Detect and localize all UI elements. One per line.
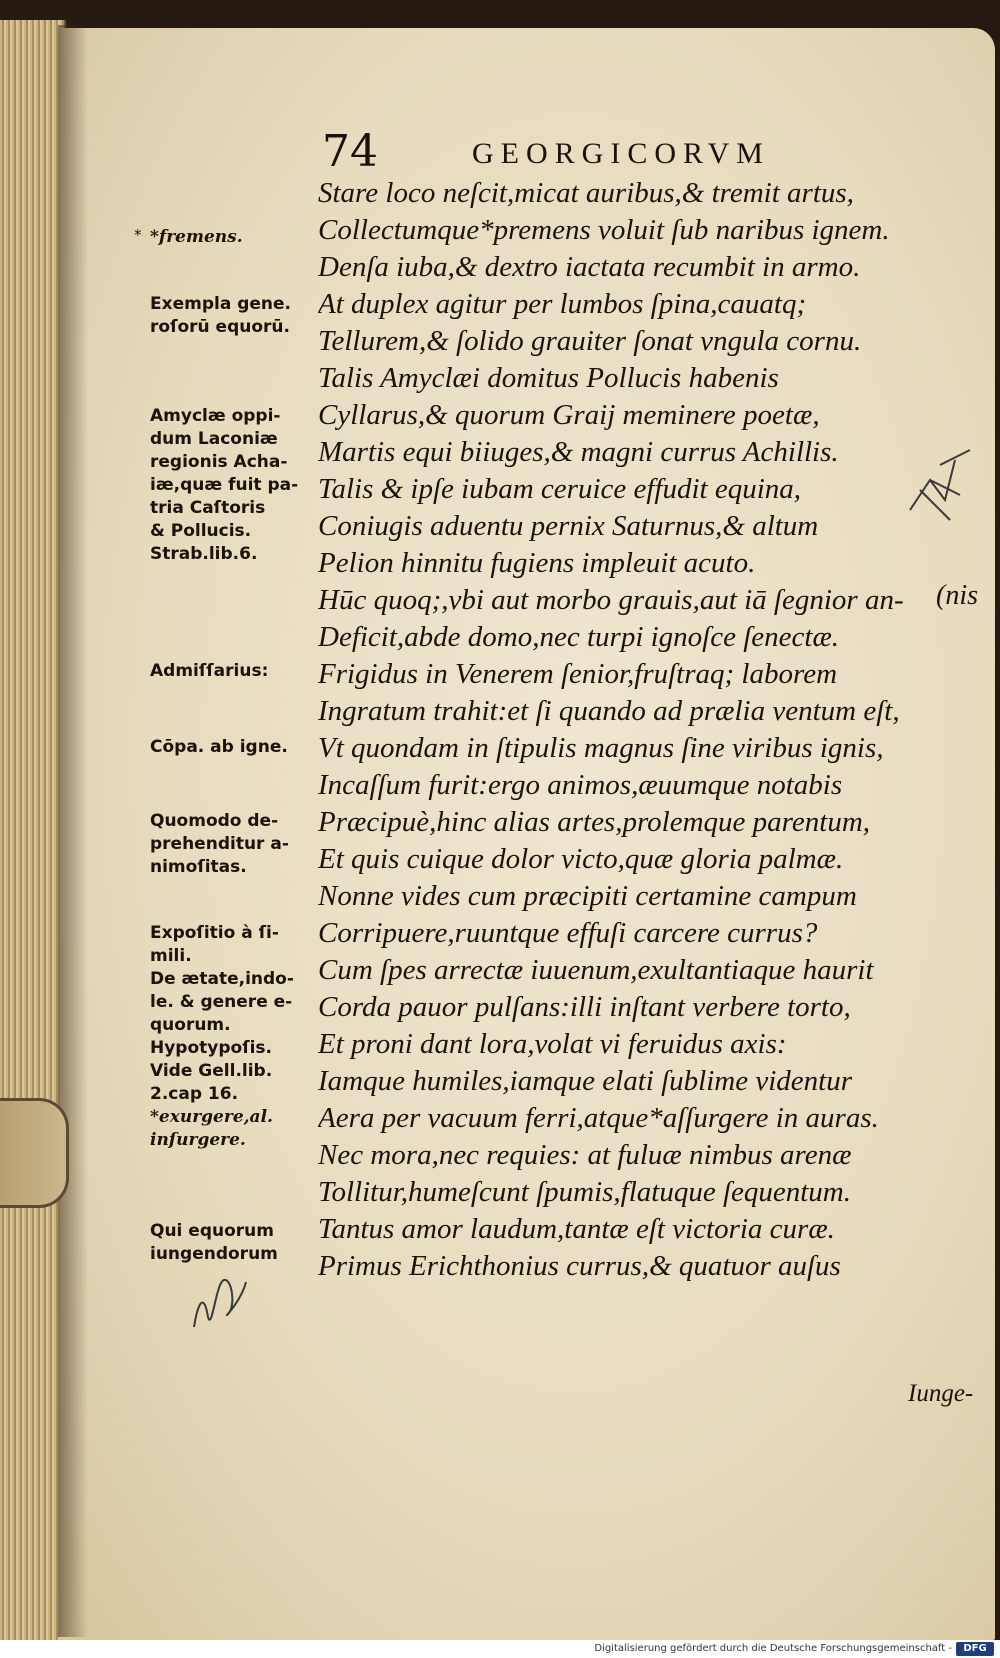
marginal-note: regionis Acha- — [150, 452, 288, 472]
verse-line: Collectumque*premens voluit ſub naribus ignem. — [318, 214, 890, 246]
marginal-note: roſorū equorū. — [150, 317, 290, 337]
marginal-note: Vide Gell.lib. — [150, 1061, 273, 1081]
digitization-credit: Digitalisierung gefördert durch die Deutsche Forschungsgemeinschaft - — [594, 1643, 952, 1654]
marginal-note: & Pollucis. — [150, 521, 252, 541]
marginal-note: prehenditur a- — [150, 834, 289, 854]
marginal-note: quorum. — [150, 1015, 231, 1035]
book-page-edges — [0, 20, 66, 1642]
verse-line: Ingratum trahit:et ſi quando ad prælia ventum eſt, — [318, 695, 900, 727]
verse-line: Primus Erichthonius currus,& quatuor auſus — [318, 1250, 841, 1282]
verse-line: Præcipuè,hinc alias artes,prolemque parentum, — [318, 806, 871, 838]
marginal-note: Qui equorum — [150, 1221, 274, 1241]
verse-line: Tollitur,humeſcunt ſpumis,flatuque ſequentum. — [318, 1176, 852, 1208]
verse-line: Deficit,abde domo,nec turpi ignoſce ſenectæ. — [318, 621, 840, 653]
page-header — [322, 128, 902, 176]
catchword: Iunge- — [908, 1380, 974, 1407]
marginal-note: mili. — [150, 946, 192, 966]
running-title: GEORGICORVM — [472, 137, 770, 170]
handwritten-scribble-mark — [186, 1262, 266, 1342]
marginal-note: Cōpa. ab igne. — [150, 737, 288, 757]
marginal-note: Amyclæ oppi- — [150, 406, 281, 426]
verse-line: Talis Amyclæi domitus Pollucis habenis — [318, 362, 779, 394]
verse-line: Denſa iuba,& dextro iactata recumbit in armo. — [318, 251, 861, 283]
verse-line: Coniugis aduentu pernix Saturnus,& altum — [318, 510, 819, 542]
marginal-note: Hypotypoſis. — [150, 1038, 273, 1058]
marginal-note: inſurgere. — [150, 1130, 246, 1150]
right-margin-runover: (nis — [936, 580, 978, 611]
marginal-note: De ætate,indo- — [150, 969, 294, 989]
dfg-logo: DFG — [956, 1642, 994, 1656]
verse-line: Corripuere,ruuntque effuſi carcere currus? — [318, 917, 818, 949]
verse-line: Cyllarus,& quorum Graij meminere poetæ, — [318, 399, 820, 431]
marginal-note: iungendorum — [150, 1244, 278, 1264]
verse-line: Vt quondam in ſtipulis magnus ſine viribus ignis, — [318, 732, 884, 764]
verse-line: Corda pauor pulſans:illi inſtant verbere torto, — [318, 991, 851, 1023]
marginal-note: *exurgere,al. — [150, 1107, 273, 1127]
marginal-note: Quomodo de- — [150, 811, 279, 831]
marginal-note: *fremens. — [150, 227, 243, 247]
marginal-note: iæ,quæ fuit pa- — [150, 475, 299, 495]
marginal-note: Expoſitio à ſi- — [150, 923, 279, 943]
marginal-note: Exempla gene. — [150, 294, 291, 314]
marginal-note: tria Caſtoris — [150, 498, 266, 518]
marginal-note: 2.cap 16. — [150, 1084, 239, 1104]
marginal-note: Strab.lib.6. — [150, 544, 258, 564]
spine-shadow — [58, 25, 88, 1637]
verse-line: Aera per vacuum ferri,atque*aſſurgere in auras. — [318, 1102, 879, 1134]
verse-line: Stare loco neſcit,micat auribus,& tremit artus, — [318, 177, 854, 209]
verse-line: Et quis cuique dolor victo,quæ gloria palmæ. — [318, 843, 844, 875]
verse-line: Pelion hinnitu fugiens impleuit acuto. — [318, 547, 756, 579]
verse-line: Talis & ipſe iubam ceruice effudit equina, — [318, 473, 802, 505]
verse-line: Hūc quoq;,vbi aut morbo grauis,aut iā ſegnior an- — [318, 584, 904, 616]
verse-line: Nec mora,nec requies: at fuluæ nimbus arenæ — [318, 1139, 852, 1171]
verse-line: Et proni dant lora,volat vi feruidus axis: — [318, 1028, 787, 1060]
verse-line: Iamque humiles,iamque elati ſublime videntur — [318, 1065, 852, 1097]
verse-line: Tellurem,& ſolido grauiter ſonat vngula cornu. — [318, 325, 862, 357]
verse-line: Frigidus in Venerem ſenior,fruſtraq; laborem — [318, 658, 838, 690]
marginal-note: le. & genere e- — [150, 992, 293, 1012]
marginal-note: nimoſitas. — [150, 857, 247, 877]
verse-line: Nonne vides cum præcipiti certamine campum — [318, 880, 857, 912]
note-asterisk-mark: * — [134, 226, 142, 244]
verse-line: Tantus amor laudum,tantæ eſt victoria curæ. — [318, 1213, 835, 1245]
marginal-note: Admiſſarius: — [150, 661, 269, 681]
verse-line: Martis equi biiuges,& magni currus Achillis. — [318, 436, 839, 468]
page-number: 74 — [322, 126, 378, 177]
verse-line: At duplex agitur per lumbos ſpina,cauatq; — [318, 288, 807, 320]
pencil-flourish-mark — [900, 440, 980, 530]
marginal-note: dum Laconiæ — [150, 429, 278, 449]
verse-line: Cum ſpes arrectæ iuuenum,exultantiaque haurit — [318, 954, 874, 986]
book-clasp — [0, 1098, 69, 1208]
verse-line: Incaſſum furit:ergo animos,æuumque notabis — [318, 769, 843, 801]
